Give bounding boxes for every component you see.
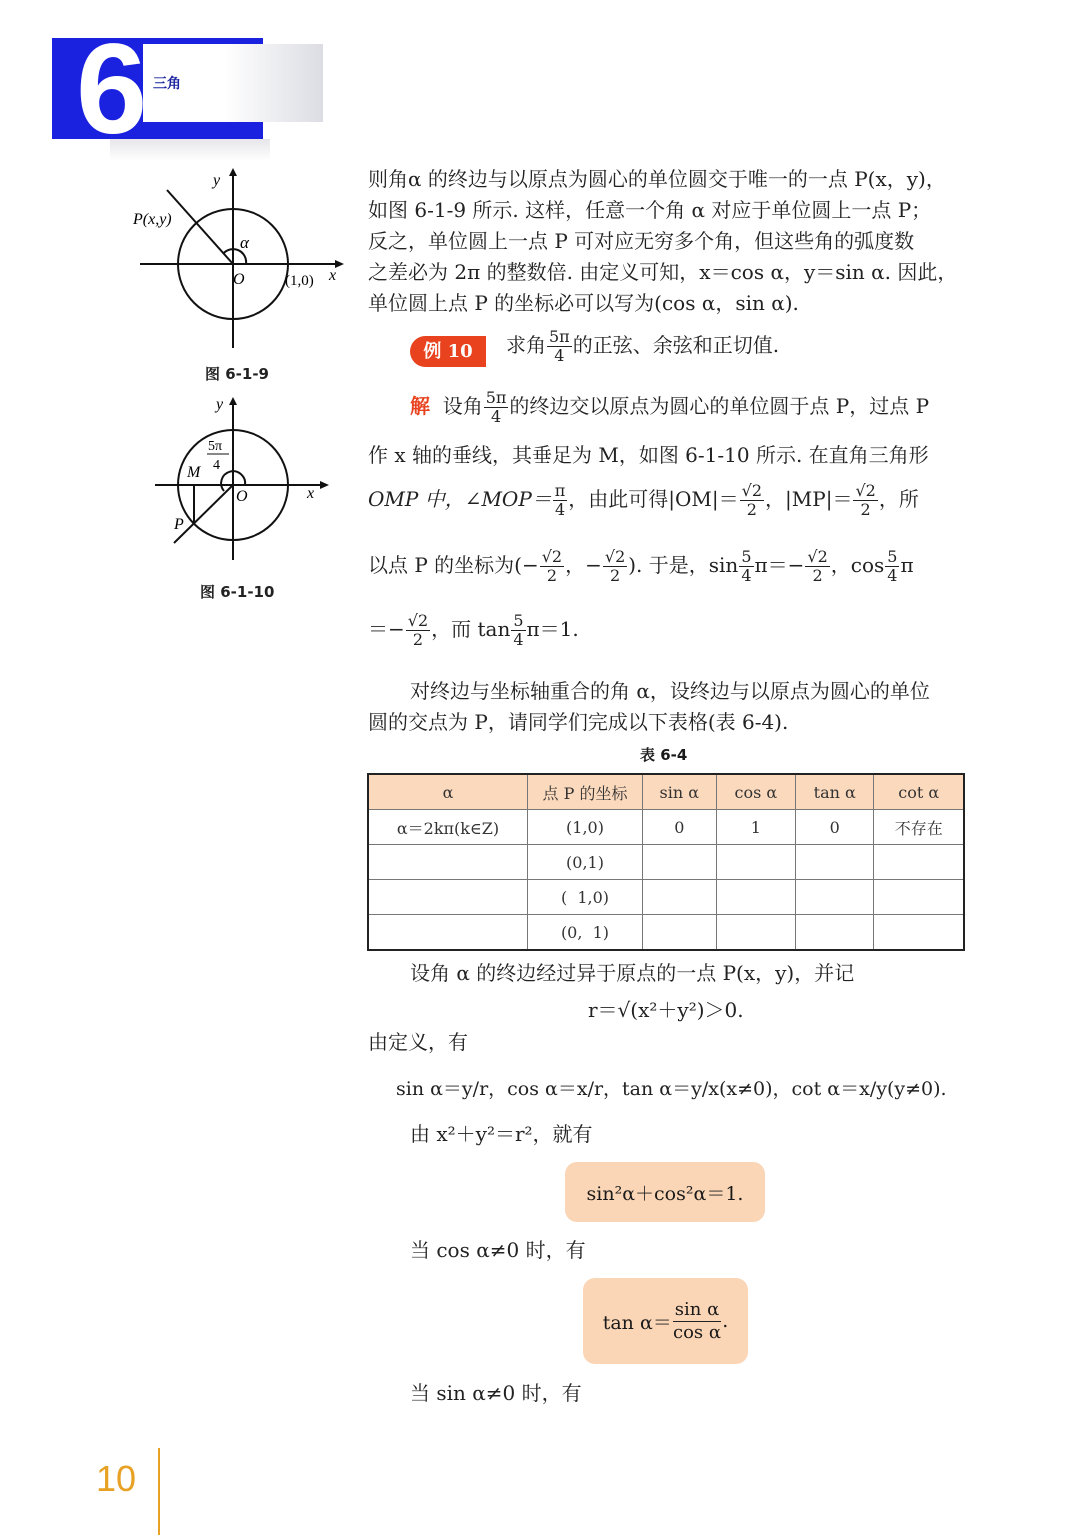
foot-label: M xyxy=(187,464,201,481)
solution-text: 的终边交以原点为圆心的单位圆于点 P，过点 P xyxy=(509,394,930,418)
solution-label: 解 xyxy=(410,394,430,418)
text-line: 如图 6-1-9 所示. 这样，任意一个角 α 对应于单位圆上一点 P； xyxy=(368,198,932,222)
solution-text: ，由此可得|OM|＝ xyxy=(568,487,739,511)
definition-line: 当 sin α≠0 时，有 xyxy=(410,1381,582,1405)
solution-text: ，− xyxy=(565,553,602,577)
text-line: 圆的交点为 P，请同学们完成以下表格(表 6-4). xyxy=(368,710,789,734)
table-cell: 0 xyxy=(796,810,874,845)
fraction-denominator: cos α xyxy=(672,1321,722,1343)
header-cell: α xyxy=(368,774,528,810)
y-axis-label: y xyxy=(213,172,221,189)
table-cell xyxy=(643,915,717,951)
question-text: 求角 xyxy=(506,333,546,357)
point-label: P xyxy=(174,516,184,533)
definition-line: 当 cos α≠0 时，有 xyxy=(410,1238,586,1262)
identity-formula: sin²α＋cos²α＝1. xyxy=(586,1182,744,1205)
text-line: 则角α 的终边与以原点为圆心的单位圆交于唯一的一点 P(x，y)， xyxy=(368,167,946,191)
solution-text: OMP 中，∠MOP＝ xyxy=(368,487,552,511)
table-cell xyxy=(643,845,717,880)
fraction-denominator: 2 xyxy=(812,566,823,585)
text-line: 对终边与坐标轴重合的角 α，设终边与以原点为圆心的单位 xyxy=(410,679,930,703)
identity-lhs: tan α＝ xyxy=(602,1311,672,1334)
table-header-row xyxy=(368,774,964,810)
fraction-numerator: 5 xyxy=(513,611,524,630)
r-formula: r＝√(x²＋y²)＞0. xyxy=(588,998,744,1022)
x-axis-label: x xyxy=(329,267,337,284)
fraction-numerator: √2 xyxy=(855,481,876,500)
fraction-denominator: 2 xyxy=(609,566,621,585)
definition-line: 由 x²＋y²＝r²，就有 xyxy=(410,1122,593,1146)
fraction-denominator: 4 xyxy=(887,566,898,585)
y-axis-label: y xyxy=(216,396,224,413)
fraction-numerator: √2 xyxy=(741,481,763,500)
question-text: 的正弦、余弦和正切值. xyxy=(572,333,780,357)
text-line: 反之，单位圆上一点 P 可对应无穷多个角，但这些角的弧度数 xyxy=(368,229,915,253)
table-cell xyxy=(874,880,964,915)
solution-text: π xyxy=(900,553,914,577)
table-cell xyxy=(368,845,528,880)
fraction xyxy=(603,548,627,585)
table-cell xyxy=(874,915,964,951)
unit-point-label: (1,0) xyxy=(285,273,314,289)
fraction xyxy=(540,548,564,585)
table-cell xyxy=(643,880,717,915)
fraction-denominator: 4 xyxy=(513,630,524,649)
definition-line: 由定义，有 xyxy=(368,1030,468,1054)
chapter-title: 三角 xyxy=(153,76,181,92)
fraction-numerator: π xyxy=(554,481,566,500)
fraction-numerator: 5 xyxy=(741,547,752,566)
solution-line-2: 作 x 轴的垂线，其垂足为 M，如图 6-1-10 所示. 在直角三角形 xyxy=(368,443,929,467)
figure-caption: 图 6-1-10 xyxy=(200,583,275,601)
fraction xyxy=(853,482,877,519)
solution-line-3 xyxy=(368,482,978,519)
x-arrow-icon xyxy=(335,260,344,268)
header-cell: tan α xyxy=(796,774,874,810)
table-cell xyxy=(796,880,874,915)
header-cell: 点 P 的坐标 xyxy=(528,774,643,810)
fraction-numerator: sin α xyxy=(674,1298,720,1320)
fraction-denominator: 4 xyxy=(554,500,566,519)
figure-caption: 图 6-1-9 xyxy=(205,365,269,383)
page-number: 10 xyxy=(96,1458,137,1499)
fraction xyxy=(553,482,568,519)
x-axis-label: x xyxy=(307,485,315,502)
fraction-denominator: 2 xyxy=(746,500,757,519)
table-cell xyxy=(716,915,795,951)
table-cell xyxy=(368,880,528,915)
y-arrow-icon xyxy=(229,397,237,405)
solution-text: π＝1. xyxy=(526,617,579,641)
solution-line-4 xyxy=(368,548,978,585)
table-cell xyxy=(716,845,795,880)
table-cell: (1,0) xyxy=(528,810,643,845)
table-row xyxy=(368,915,964,951)
origin-label: O xyxy=(233,271,245,288)
period: . xyxy=(722,1310,729,1332)
text-line: 之差必为 2π 的整数倍. 由定义可知，x＝cos α，y＝sin α. 因此， xyxy=(368,260,958,284)
chapter-number: 6 xyxy=(76,18,144,161)
table-cell xyxy=(874,845,964,880)
table-intro xyxy=(368,676,978,738)
table-row xyxy=(368,810,964,845)
solution-text: ，所 xyxy=(878,487,919,511)
fraction-denominator: 4 xyxy=(741,566,752,585)
solution-text: ，|MP|＝ xyxy=(765,487,853,511)
table-cell xyxy=(796,845,874,880)
solution-text: ，而 tan xyxy=(431,617,511,641)
x-arrow-icon xyxy=(320,481,329,489)
table-cell: 1 xyxy=(716,810,795,845)
table-cell: (0, 1) xyxy=(528,915,643,951)
terminal-side xyxy=(174,485,233,543)
fraction xyxy=(406,612,430,649)
table-cell: ( 1,0) xyxy=(528,880,643,915)
solution-text: π＝− xyxy=(754,553,805,577)
solution-text: 设角 xyxy=(442,394,483,418)
definition-line: 设角 α 的终边经过异于原点的一点 P(x，y)，并记 xyxy=(410,961,855,985)
table-cell xyxy=(368,915,528,951)
table-cell xyxy=(796,915,874,951)
fraction xyxy=(739,548,753,585)
table-caption: 表 6-4 xyxy=(640,746,688,764)
fraction-numerator: √2 xyxy=(807,547,828,566)
y-arrow-icon xyxy=(229,168,237,176)
table-cell: 不存在 xyxy=(874,810,964,845)
fraction xyxy=(547,328,572,365)
table-cell xyxy=(716,880,795,915)
fraction-denominator: 4 xyxy=(490,407,502,426)
origin-label: O xyxy=(236,488,248,505)
header-cell: cot α xyxy=(874,774,964,810)
fraction xyxy=(673,1299,721,1344)
table-row xyxy=(368,845,964,880)
solution-line-5 xyxy=(368,612,978,649)
identity-box-tangent xyxy=(583,1278,748,1364)
solution-text: ). 于是，sin xyxy=(628,553,739,577)
fraction xyxy=(484,389,509,426)
solution-text: 以点 P 的坐标为(− xyxy=(368,553,539,577)
solution-text: ，cos xyxy=(830,553,885,577)
identity-box-pythagorean xyxy=(565,1162,765,1222)
point-label: P(x,y) xyxy=(133,211,172,228)
figure-unit-circle xyxy=(125,168,355,353)
intro-paragraph xyxy=(368,164,978,319)
angle-label: α xyxy=(240,233,249,252)
fraction xyxy=(805,548,829,585)
fraction-numerator: √2 xyxy=(407,611,429,630)
table-cell: α＝2kπ(k∈Z) xyxy=(368,810,528,845)
solution-text: ＝− xyxy=(368,617,405,641)
fraction-numerator: 5π xyxy=(485,388,507,407)
angle-denominator: 4 xyxy=(213,458,220,473)
figure-angle-5pi4 xyxy=(150,395,335,570)
example-question xyxy=(506,328,779,365)
fraction-numerator: 5 xyxy=(887,547,898,566)
fraction-numerator: 5π xyxy=(549,327,570,346)
table-cell: (0,1) xyxy=(528,845,643,880)
fraction-denominator: 2 xyxy=(412,630,424,649)
fraction-numerator: √2 xyxy=(604,547,626,566)
fraction-numerator: √2 xyxy=(541,547,563,566)
fraction-denominator: 2 xyxy=(546,566,558,585)
table-cell: 0 xyxy=(643,810,717,845)
header-cell: cos α xyxy=(716,774,795,810)
trig-values-table xyxy=(367,773,965,951)
fraction xyxy=(511,612,525,649)
fraction-denominator: 2 xyxy=(860,500,871,519)
ratio-definitions: sin α＝y/r，cos α＝x/r，tan α＝y/x(x≠0)，cot α＝x/y(y≠0). xyxy=(396,1078,947,1100)
fraction-denominator: 4 xyxy=(554,346,565,365)
table-row xyxy=(368,880,964,915)
angle-numerator: 5π xyxy=(208,439,223,454)
text-line: 单位圆上点 P 的坐标必可以写为(cos α，sin α). xyxy=(368,291,799,315)
header-cell: sin α xyxy=(643,774,717,810)
solution-line-1 xyxy=(410,389,980,426)
page-number-divider xyxy=(158,1448,160,1535)
fraction xyxy=(885,548,899,585)
example-badge: 例 10 xyxy=(410,336,486,367)
fraction xyxy=(740,482,764,519)
